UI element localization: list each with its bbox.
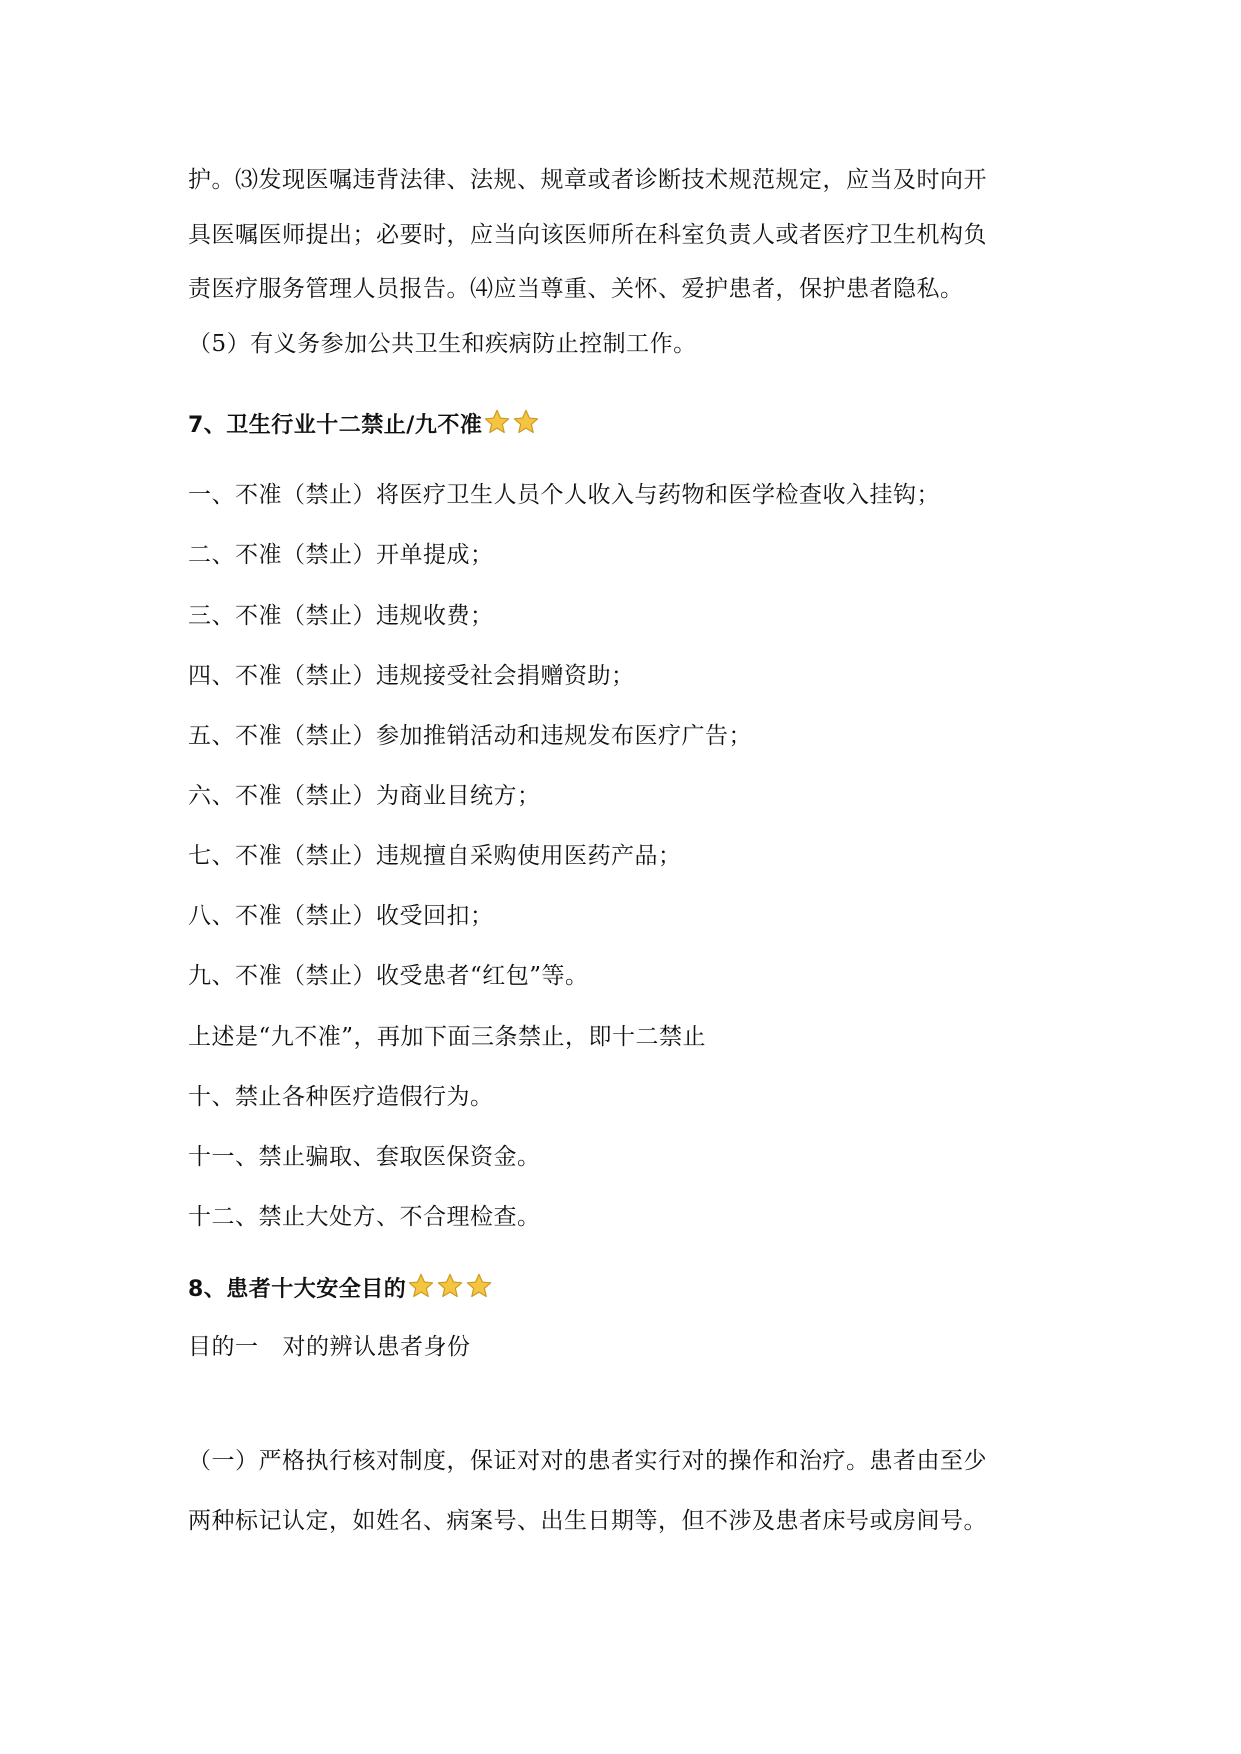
paragraph-line: 责医疗服务管理人员报告。⑷应当尊重、关怀、爱护患者，保护患者隐私。 bbox=[188, 276, 964, 302]
star-icon bbox=[512, 408, 540, 436]
goal-line bbox=[188, 1327, 1068, 1367]
list-item: 六、不准（禁止）为商业目统方； bbox=[188, 783, 541, 809]
list-item: 一、不准（禁止）将医疗卫生人员个人收入与药物和医学检查收入挂钩； bbox=[188, 482, 940, 508]
star-icon bbox=[483, 408, 511, 436]
paragraph-line: 护。⑶发现医嘱违背法律、法规、规章或者诊断技术规范规定，应当及时向开 bbox=[188, 167, 987, 193]
rating-stars bbox=[482, 406, 540, 446]
list-item: 三、不准（禁止）违规收费； bbox=[188, 603, 494, 629]
list-item: 二、不准（禁止）开单提成； bbox=[188, 542, 494, 568]
rating-stars bbox=[406, 1270, 493, 1310]
list-item: 五、不准（禁止）参加推销活动和违规发布医疗广告； bbox=[188, 723, 752, 749]
section-heading-text: 8、患者十大安全目的 bbox=[188, 1277, 407, 1302]
section-heading-text: 7、卫生行业十二禁止/九不准 bbox=[188, 413, 483, 438]
transition-text: 上述是“九不准”，再加下面三条禁止，即十二禁止 bbox=[188, 1024, 707, 1050]
list-item: 四、不准（禁止）违规接受社会捐赠资助； bbox=[188, 663, 635, 689]
paragraph-line: 两种标记认定，如姓名、病案号、出生日期等，但不涉及患者床号或房间号。 bbox=[188, 1508, 987, 1534]
paragraph-line: （一）严格执行核对制度，保证对对的患者实行对的操作和治疗。患者由至少 bbox=[188, 1448, 987, 1474]
list-item: 十一、禁止骗取、套取医保资金。 bbox=[188, 1144, 541, 1170]
section-heading bbox=[188, 406, 1068, 446]
star-icon bbox=[436, 1272, 464, 1300]
paragraph-line: 具医嘱医师提出；必要时，应当向该医师所在科室负责人或者医疗卫生机构负 bbox=[188, 222, 987, 248]
list-item: 十二、禁止大处方、不合理检查。 bbox=[188, 1204, 541, 1230]
paragraph-line: （5）有义务参加公共卫生和疾病防止控制工作。 bbox=[188, 331, 697, 357]
list-item: 九、不准（禁止）收受患者“红包”等。 bbox=[188, 963, 589, 989]
list-item: 十、禁止各种医疗造假行为。 bbox=[188, 1084, 494, 1110]
goal-label: 目的一 bbox=[188, 1334, 259, 1360]
list-item: 七、不准（禁止）违规擅自采购使用医药产品； bbox=[188, 843, 682, 869]
star-icon bbox=[407, 1272, 435, 1300]
list-item: 八、不准（禁止）收受回扣； bbox=[188, 903, 494, 929]
goal-text: 对的辨认患者身份 bbox=[282, 1334, 471, 1360]
star-icon bbox=[465, 1272, 493, 1300]
section-heading bbox=[188, 1270, 1068, 1310]
